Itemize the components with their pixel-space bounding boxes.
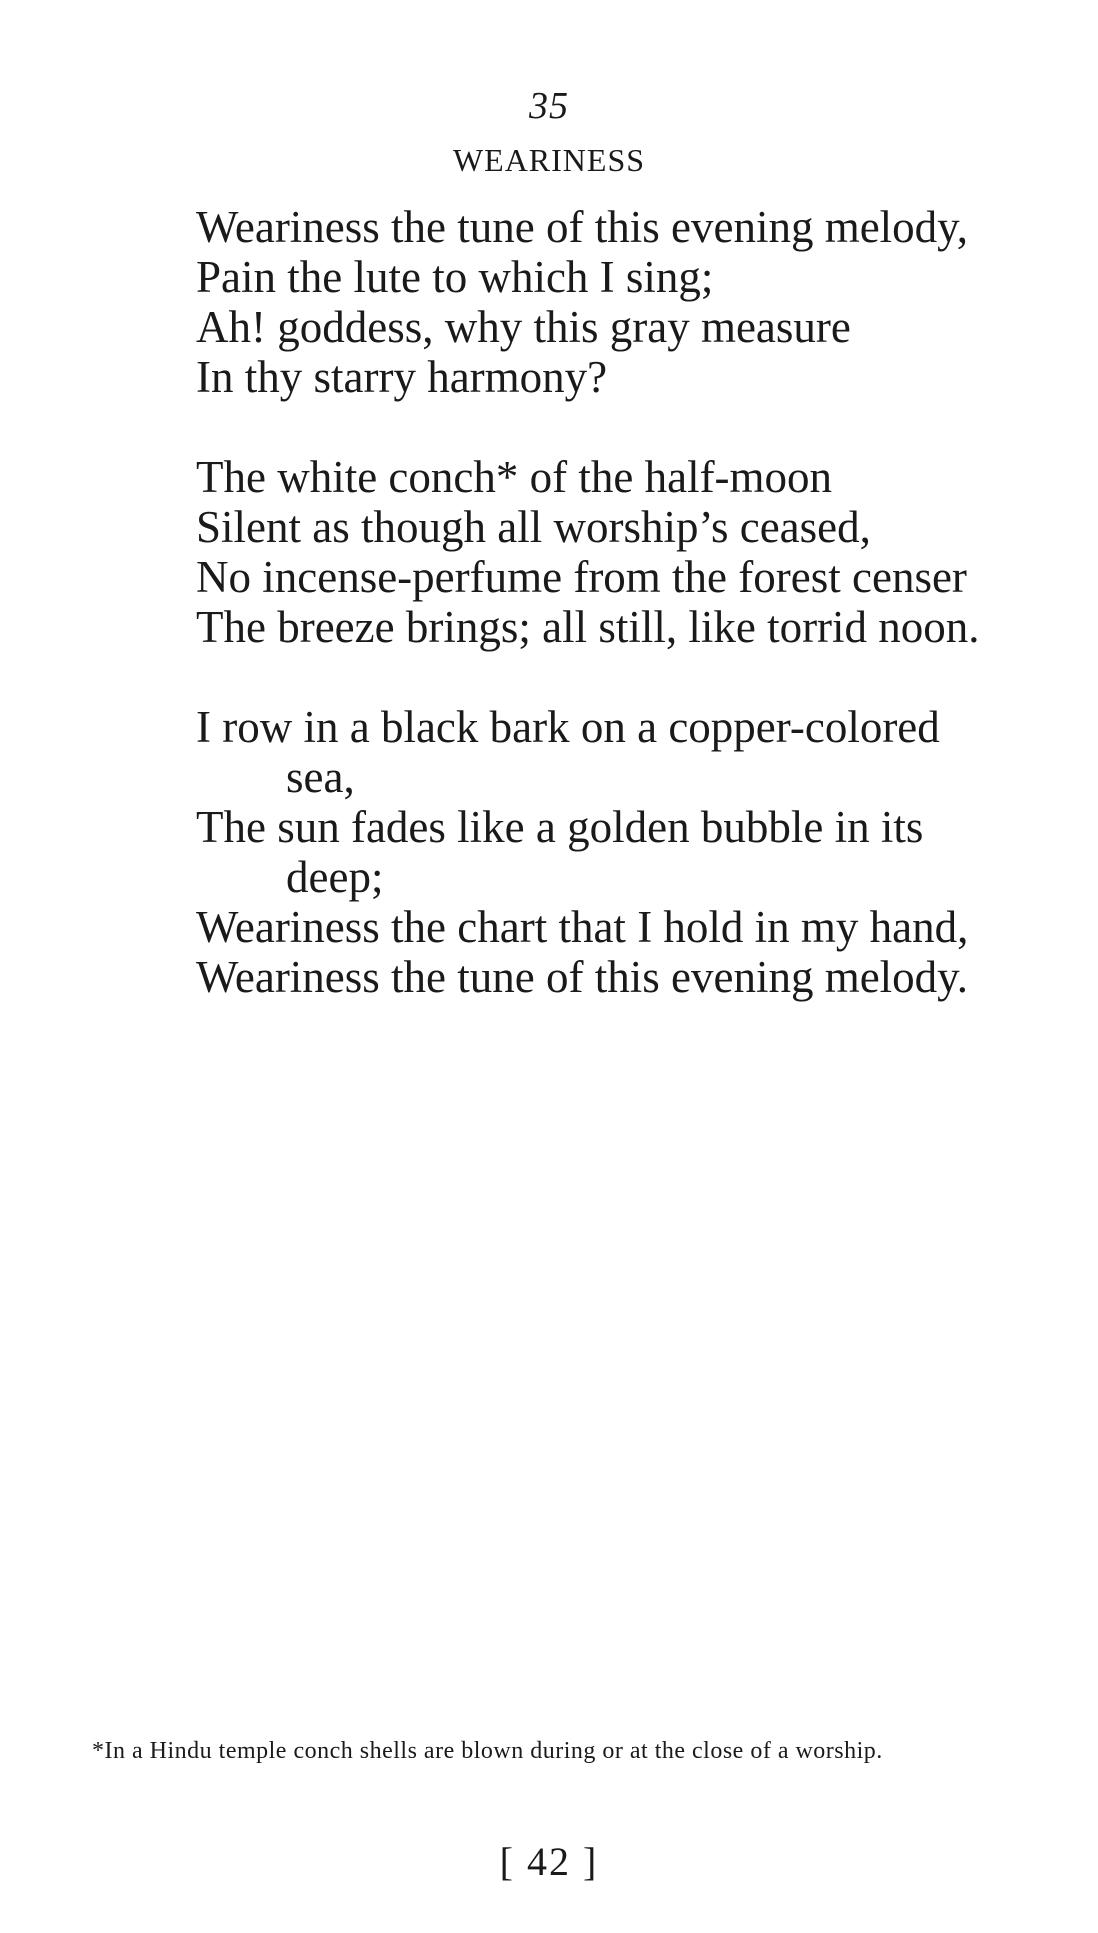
poem-line: Weariness the tune of this evening melody. (196, 952, 969, 1002)
poem-line: The breeze brings; all still, like torrid noon. (196, 602, 980, 652)
stanza-2 (196, 452, 1076, 652)
poem-line: Silent as though all worship’s ceased, (196, 502, 871, 552)
stanza-1 (196, 202, 1076, 402)
poem-line: The white conch* of the half-moon (196, 452, 833, 502)
poem-line: The sun fades like a golden bubble in its (196, 802, 924, 852)
poem-line: In thy starry harmony? (196, 352, 608, 402)
poem-line: Weariness the chart that I hold in my hand, (196, 902, 969, 952)
poem-line: Ah! goddess, why this gray measure (196, 302, 851, 352)
poem-title: WEARINESS (452, 142, 646, 178)
poem-line: No incense-perfume from the forest censer (196, 552, 967, 602)
poem-line: I row in a black bark on a copper-colored (196, 702, 940, 752)
poem-body (196, 202, 1076, 1002)
poem-number: 35 (529, 85, 569, 127)
footnote: *In a Hindu temple conch shells are blown during or at the close of a worship. (92, 1738, 883, 1764)
poem-line-continuation: sea, (286, 752, 355, 802)
poem-line: Weariness the tune of this evening melody, (196, 202, 969, 252)
poem-line-continuation: deep; (286, 852, 384, 902)
poem-line: Pain the lute to which I sing; (196, 252, 714, 302)
page-number: [ 42 ] (499, 1839, 599, 1884)
stanza-3 (196, 702, 1076, 1002)
